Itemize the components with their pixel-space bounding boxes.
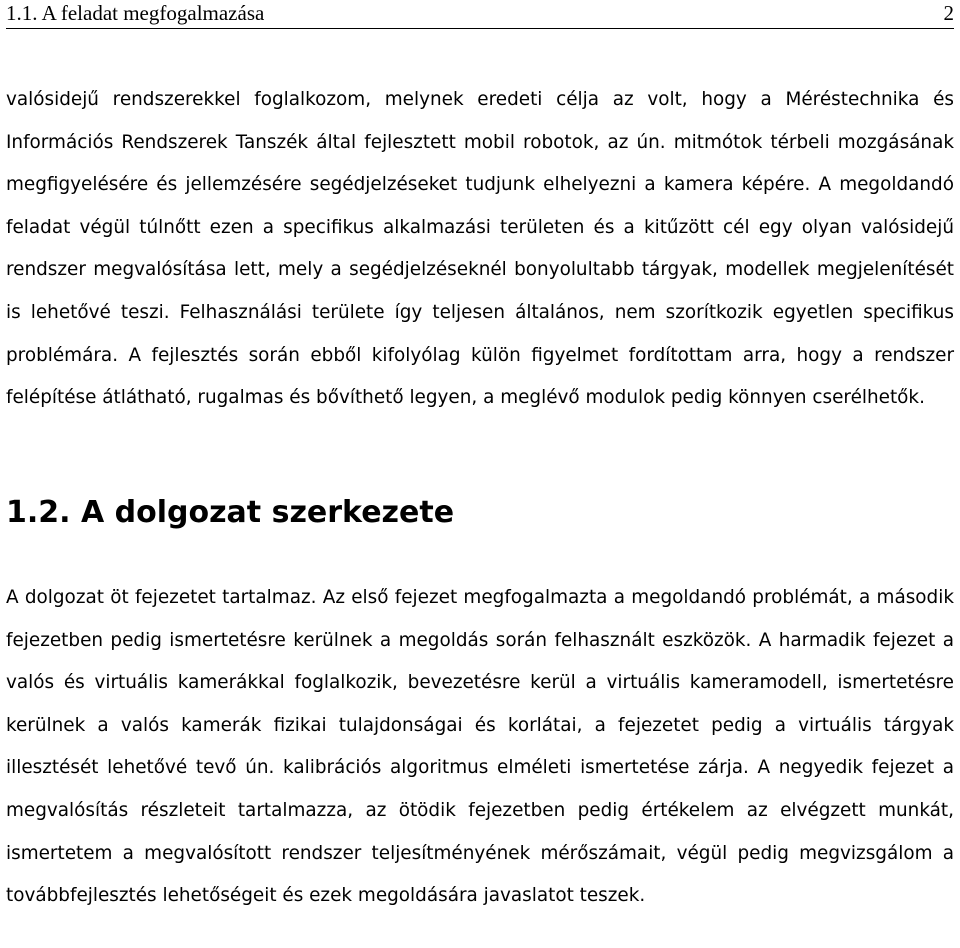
intro-paragraph: valósidejű rendszerekkel foglalkozom, melynek eredeti célja az volt, hogy a Méréstechnika és Információs Rendszerek Tanszék által fejlesztett mobil robotok, az ún. mitmótok térbeli mozgásának megfigyelésére és jellemzésére segédjelzéseket tudjunk elhelyezni a kamera képére. A megoldandó feladat végül túlnőtt ezen a specifikus alkalmazási területen és a kitűzött cél egy olyan valósidejű rendszer megvalósítása lett, mely a segédjelzéseknél bonyolultabb tárgyak, modellek megjelenítését is lehetővé teszi. Felhasználási területe így teljesen általános, nem szorítkozik egyetlen specifikus problémára. A fejlesztés során ebből kifolyólag külön figyelmet fordítottam arra, hogy a rendszer felépítése átlátható, rugalmas és bővíthető legyen, a meglévő modulok pedig könnyen cserélhetők. xyxy=(6,89,954,409)
page-number: 2 xyxy=(943,1,954,25)
structure-paragraph: A dolgozat öt fejezetet tartalmaz. Az első fejezet megfogalmazta a megoldandó problémát, a második fejezetben pedig ismertetésre kerülnek a megoldás során felhasznált eszközök. A harmadik fejezet a valós és virtuális kamerákkal foglalkozik, bevezetésre kerül a virtuális kameramodell, ismertetésre kerülnek a valós kamerák fizikai tulajdonságai és korlátai, a fejezetet pedig a virtuális tárgyak illesztését lehetővé tevő ún. kalibrációs algoritmus elméleti ismertetése zárja. A negyedik fejezet a megvalósítás részleteit tartalmazza, az ötödik fejezetben pedig értékelem az elvégzett munkát, ismertetem a megvalósított rendszer teljesítményének mérőszámait, végül pedig megvizsgálom a továbbfejlesztés lehetőségeit és ezek megoldására javaslatot teszek. xyxy=(6,587,954,907)
running-header xyxy=(6,0,954,29)
section-heading: 1.2. A dolgozat szerkezete xyxy=(6,495,455,530)
header-section-title: 1.1. A feladat megfogalmazása xyxy=(6,1,265,25)
